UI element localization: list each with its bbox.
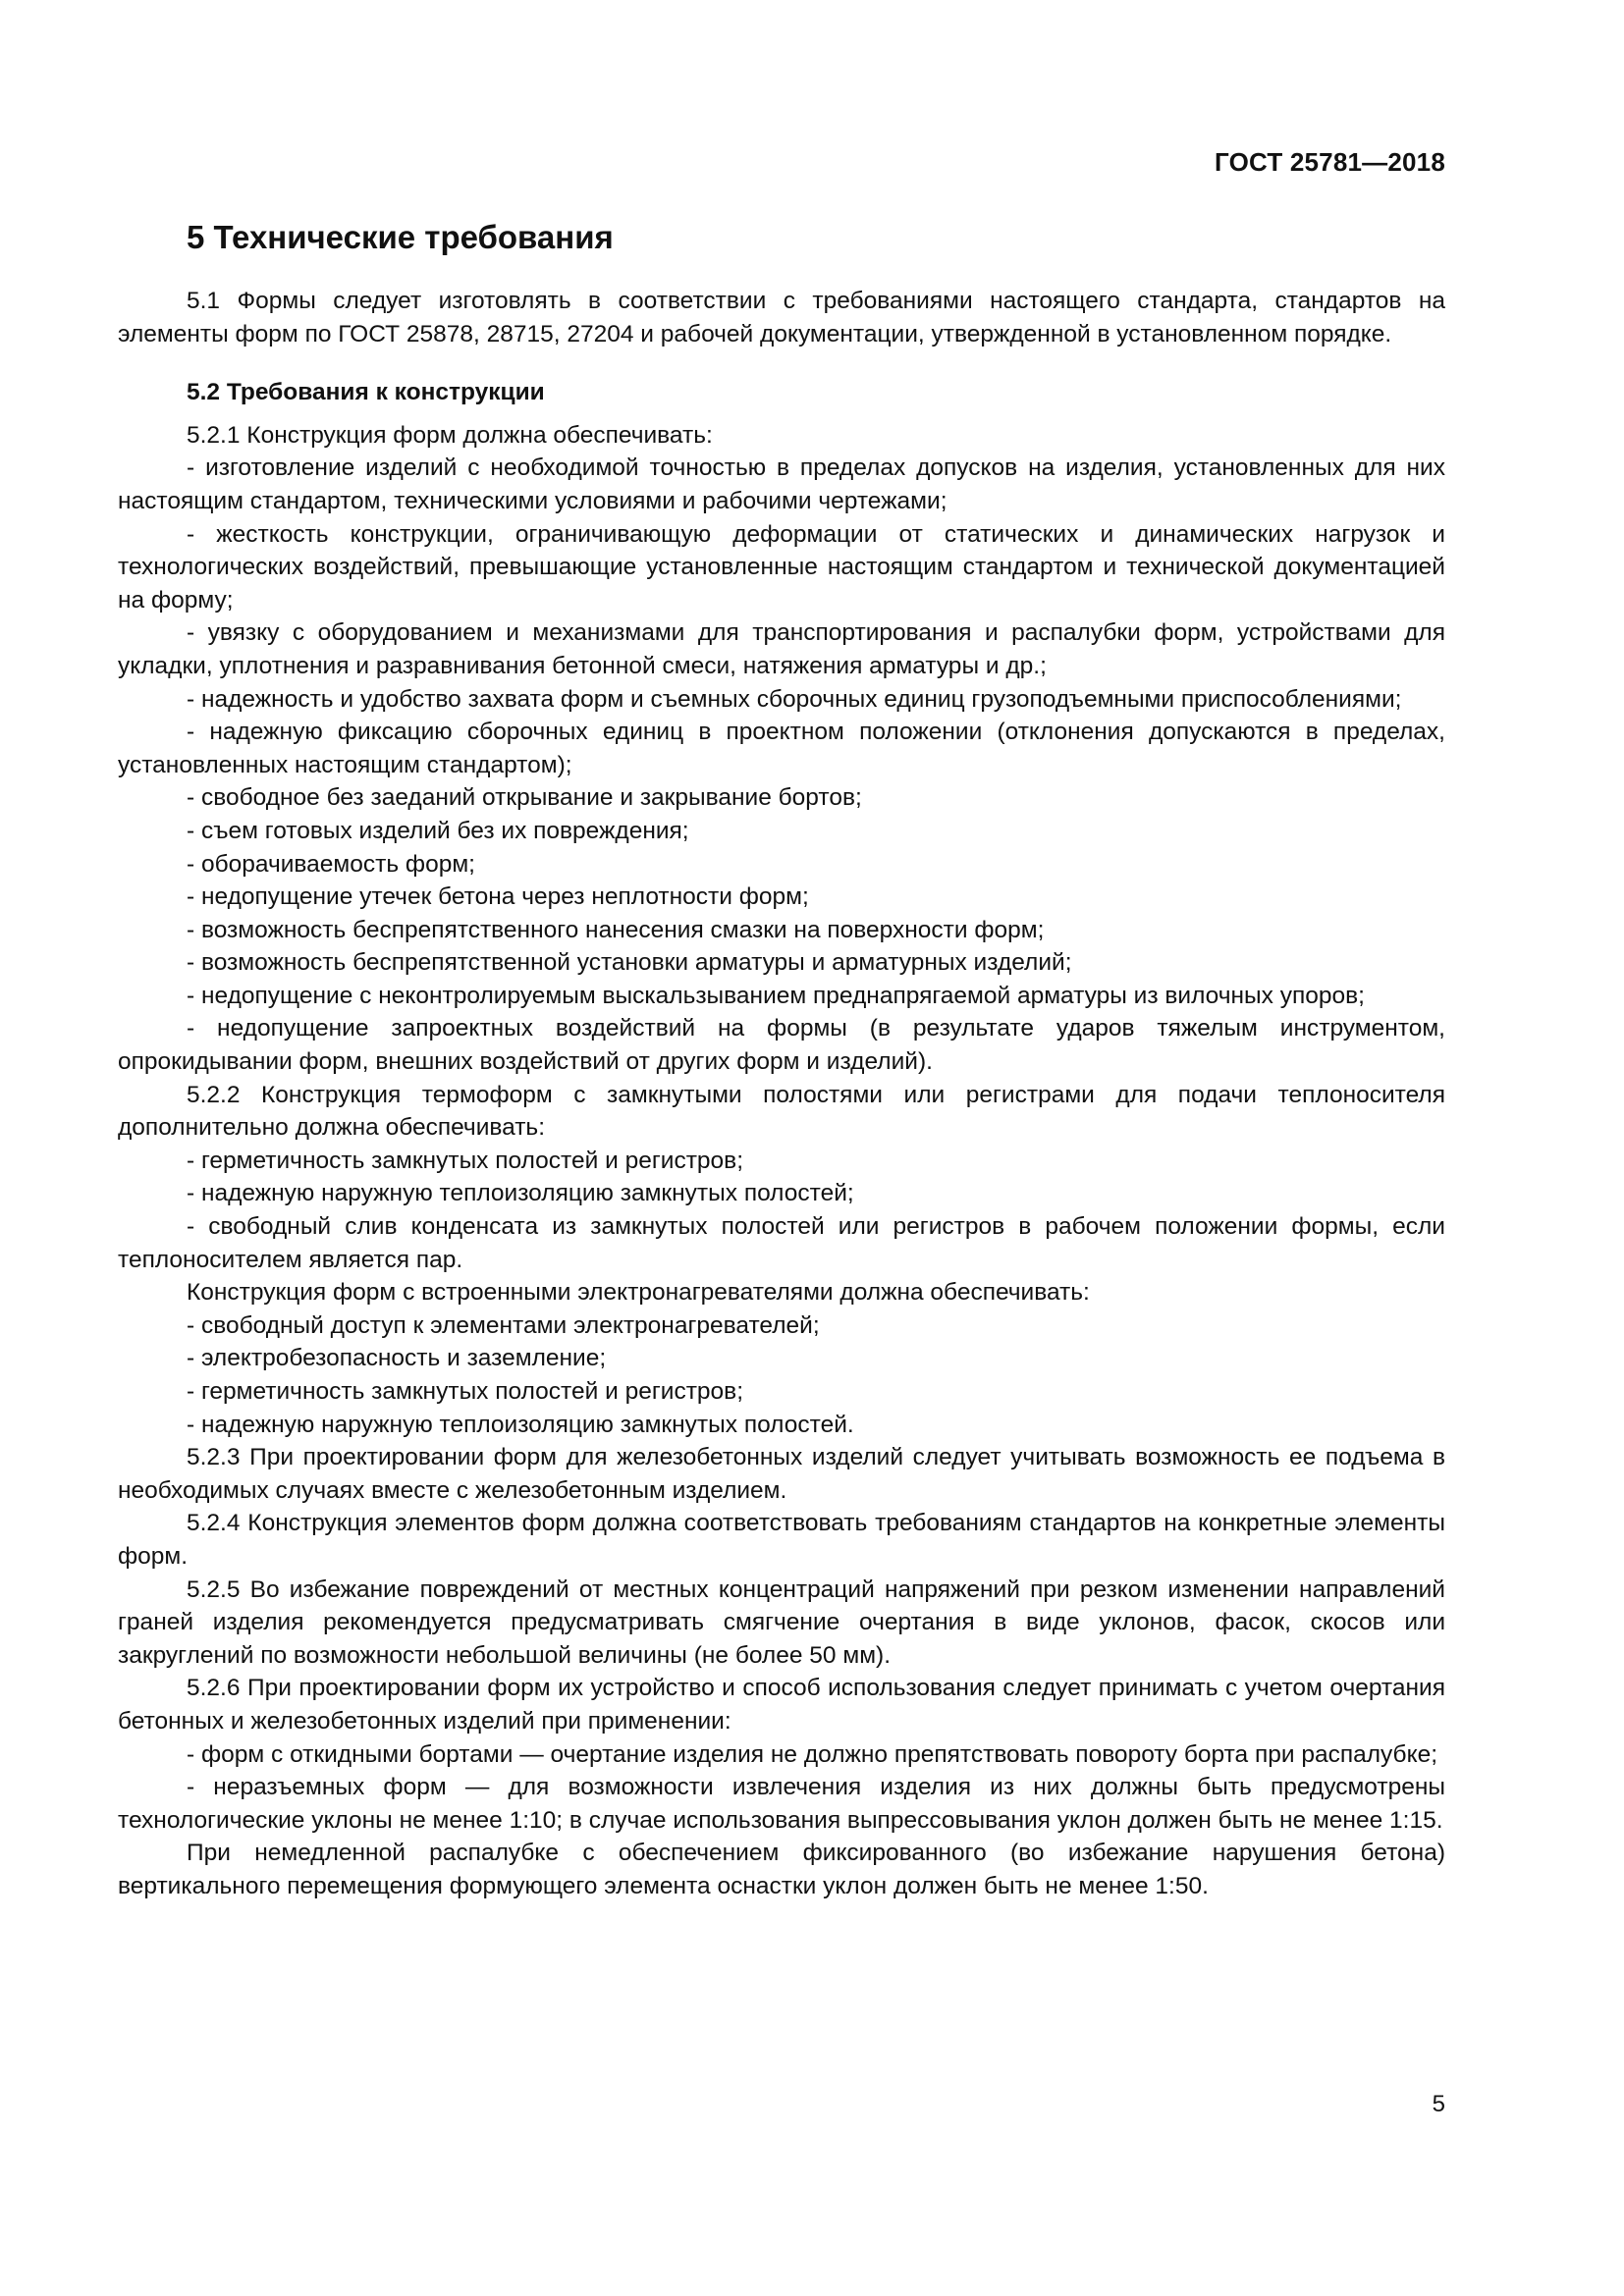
section-title: 5 Технические требования [187, 219, 614, 255]
paragraph-final: При немедленной распалубке с обеспечением фиксированного (во избежание нарушения бетона) вертикального перемещения формующего элемента оснастки уклон должен быть не менее 1:50. [118, 1840, 1445, 1899]
paragraph-5-2-1: 5.2.1 Конструкция форм должна обеспечивать: [187, 421, 713, 449]
list-item: - надежность и удобство захвата форм и съемных сборочных единиц грузоподъемными приспособлениями; [187, 685, 1402, 713]
list-item: - оборачиваемость форм; [187, 850, 475, 878]
subsection-title: 5.2 Требования к конструкции [187, 379, 545, 406]
list-item: - свободный слив конденсата из замкнутых полостей или регистров в рабочем положении формы, если теплоносителем является пар. [118, 1213, 1445, 1273]
list-item: - увязку с оборудованием и механизмами для транспортирования и распалубки форм, устройствами для укладки, уплотнения и разравнивания бетонной смеси, натяжения арматуры и др.; [118, 619, 1445, 679]
paragraph-5-2-5: 5.2.5 Во избежание повреждений от местных концентраций напряжений при резком изменении направлений граней изделия рекомендуется предусматривать смягчение очертания в виде уклонов, фасок, скосов или закруглений по возможности небольшой величины (не более 50 мм). [118, 1575, 1445, 1669]
list-item: - свободный доступ к элементами электронагревателей; [187, 1311, 820, 1339]
paragraph-electro: Конструкция форм с встроенными электронагревателями должна обеспечивать: [187, 1279, 1090, 1307]
list-item: - недопущение запроектных воздействий на формы (в результате ударов тяжелым инструментом, опрокидывании форм, внешних воздействий от других форм и изделий). [118, 1015, 1445, 1076]
list-item: - надежную наружную теплоизоляцию замкнутых полостей. [187, 1411, 854, 1438]
list-item: - жесткость конструкции, ограничивающую деформации от статических и динамических нагрузок и технологических воздействий, превышающие установленные настоящим стандартом и технической документацией на форму; [118, 520, 1445, 614]
list-item: - герметичность замкнутых полостей и регистров; [187, 1378, 744, 1405]
paragraph-5-2-2: 5.2.2 Конструкция термоформ с замкнутыми полостями или регистрами для подачи теплоносителя дополнительно должна обеспечивать: [118, 1081, 1445, 1142]
list-item: - форм с откидными бортами — очертание изделия не должно препятствовать повороту борта при распалубке; [187, 1740, 1438, 1768]
document-body [118, 218, 1445, 1903]
list-item: - изготовление изделий с необходимой точностью в пределах допусков на изделия, установленных для них настоящим стандартом, техническими условиями и рабочими чертежами; [118, 454, 1445, 514]
paragraph-5-1: 5.1 Формы следует изготовлять в соответствии с требованиями настоящего стандарта, стандартов на элементы форм по ГОСТ 25878, 28715, 27204 и рабочей документации, утвержденной в установленном порядке. [118, 288, 1445, 347]
standard-code: ГОСТ 25781—2018 [1215, 147, 1445, 177]
list-item: - съем готовых изделий без их повреждения; [187, 817, 689, 844]
list-item: - возможность беспрепятственного нанесения смазки на поверхности форм; [187, 916, 1045, 943]
paragraph-5-2-6: 5.2.6 При проектировании форм их устройство и способ использования следует принимать с учетом очертания бетонных и железобетонных изделий при применении: [118, 1675, 1445, 1735]
list-item: - свободное без заеданий открывание и закрывание бортов; [187, 784, 862, 812]
list-item: - неразъемных форм — для возможности извлечения изделия из них должны быть предусмотрены технологические уклоны не менее 1:10; в случае использования выпрессовывания уклон должен быть не менее 1:15. [118, 1774, 1445, 1834]
list-item: - недопущение утечек бетона через неплотности форм; [187, 883, 809, 911]
page-number: 5 [1432, 2091, 1445, 2117]
list-item: - надежную наружную теплоизоляцию замкнутых полостей; [187, 1180, 854, 1207]
list-item: - герметичность замкнутых полостей и регистров; [187, 1147, 744, 1174]
list-item: - электробезопасность и заземление; [187, 1345, 607, 1372]
paragraph-5-2-4: 5.2.4 Конструкция элементов форм должна соответствовать требованиям стандартов на конкретные элементы форм. [118, 1510, 1445, 1570]
paragraph-5-2-3: 5.2.3 При проектировании форм для железобетонных изделий следует учитывать возможность ее подъема в необходимых случаях вместе с железобетонным изделием. [118, 1444, 1445, 1504]
list-item: - надежную фиксацию сборочных единиц в проектном положении (отклонения допускаются в пределах, установленных настоящим стандартом); [118, 719, 1445, 778]
list-item: - возможность беспрепятственной установки арматуры и арматурных изделий; [187, 949, 1072, 977]
list-item: - недопущение с неконтролируемым выскальзыванием преднапрягаемой арматуры из вилочных упоров; [187, 982, 1365, 1009]
